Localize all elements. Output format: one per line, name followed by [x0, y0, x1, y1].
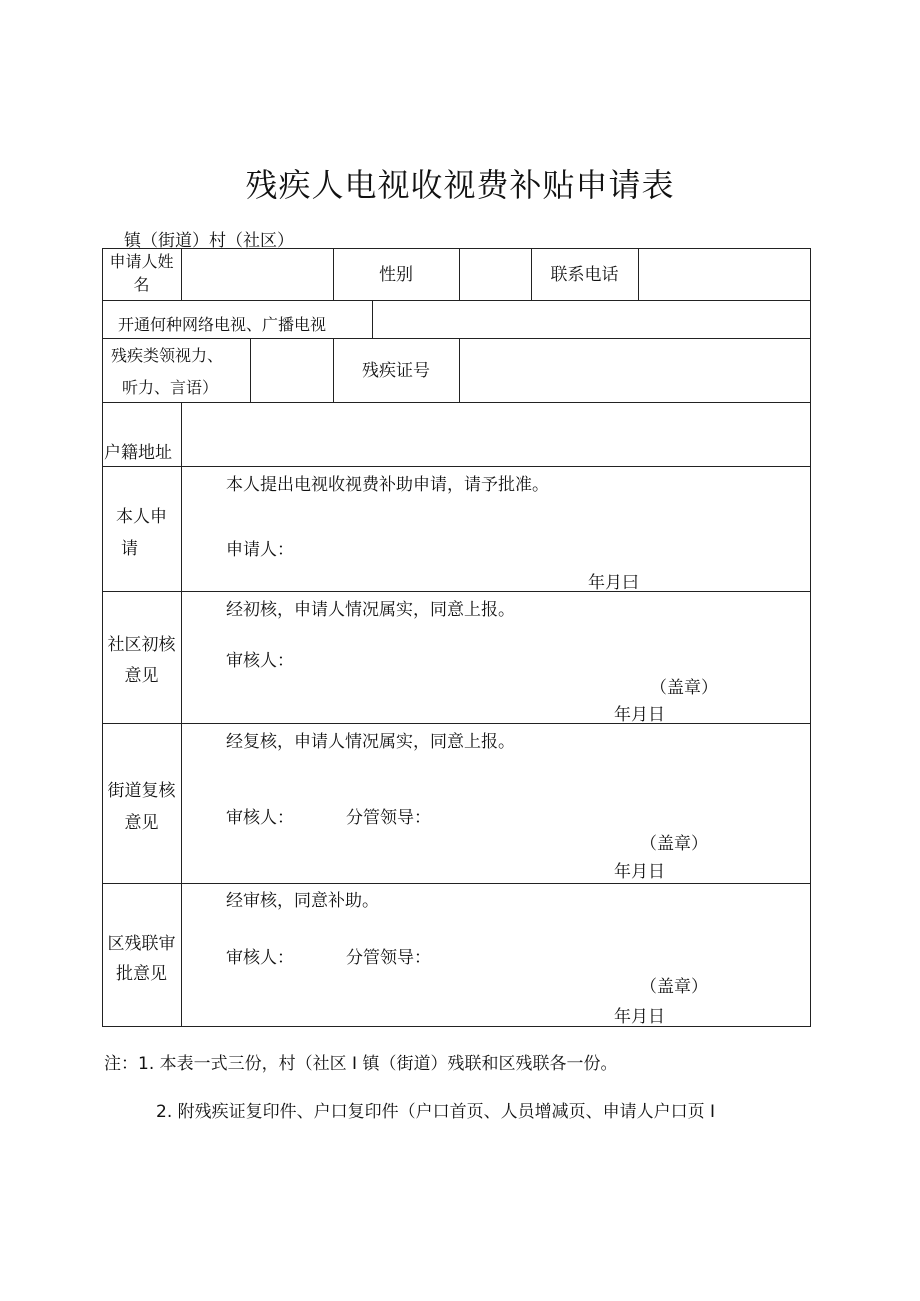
applicant-name-label: 申请人姓名 — [109, 252, 174, 294]
community-review-date: 年月日 — [614, 705, 665, 725]
row-line-6 — [102, 723, 811, 724]
gender-label: 性别 — [379, 265, 413, 285]
col-line — [250, 338, 251, 402]
col-line — [459, 338, 460, 402]
community-reviewer-label: 审核人： — [226, 651, 294, 671]
col-line — [181, 248, 182, 300]
household-address-label: 户籍地址 — [104, 443, 172, 463]
district-leader-label: 分管领导： — [346, 948, 431, 968]
row-line-1 — [102, 300, 811, 301]
disability-type-label-line2: 听力、言语） — [122, 378, 219, 397]
row-line-3 — [102, 402, 811, 403]
note-2: 2. 附残疾证复印件、户口复印件（户口首页、人员增减页、申请人户口页 I — [156, 1102, 716, 1122]
phone-label: 联系电话 — [550, 265, 619, 285]
street-review-label-line2: 意见 — [124, 813, 159, 833]
street-review-date: 年月日 — [614, 862, 665, 882]
district-seal-label: （盖章） — [640, 977, 708, 997]
community-review-label-line2: 意见 — [124, 666, 159, 686]
note-1: 注：1. 本表一式三份，村（社区 I 镇（街道）残联和区残联各一份。 — [104, 1054, 618, 1074]
self-apply-statement: 本人提出电视收视费补助申请，请予批准。 — [226, 475, 549, 495]
applicant-signature-label: 申请人： — [226, 540, 294, 560]
disability-cert-label: 残疾证号 — [362, 361, 430, 381]
col-line — [181, 402, 182, 1027]
district-reviewer-label: 审核人： — [226, 948, 294, 968]
self-apply-label-line1: 本人申 — [116, 507, 167, 527]
street-review-statement: 经复核，申请人情况属实，同意上报。 — [226, 732, 515, 752]
row-line-5 — [102, 591, 811, 592]
self-apply-date: 年月曰 — [588, 573, 639, 593]
district-approval-statement: 经审核，同意补助。 — [226, 891, 379, 911]
form-title: 残疾人电视收视费补贴申请表 — [245, 166, 675, 204]
district-approval-date: 年月日 — [614, 1007, 665, 1027]
row-line-7 — [102, 883, 811, 884]
self-apply-label-line2: 请 — [121, 539, 138, 559]
street-review-label-line1: 街道复核 — [107, 781, 176, 801]
street-reviewer-label: 审核人： — [226, 808, 294, 828]
street-leader-label: 分管领导： — [346, 808, 431, 828]
tv-service-label: 开通何种网络电视、广播电视 — [118, 315, 327, 334]
district-approval-label-line2: 批意见 — [116, 964, 167, 984]
col-line — [372, 300, 373, 338]
township-village-line: 镇（街道）村（社区） — [124, 231, 294, 251]
disability-type-label-line1: 残疾类领视力、 — [111, 346, 224, 365]
col-line — [638, 248, 639, 300]
street-seal-label: （盖章） — [640, 834, 708, 854]
row-line-4 — [102, 466, 811, 467]
community-review-statement: 经初核，申请人情况属实，同意上报。 — [226, 600, 515, 620]
district-approval-label-line1: 区残联审 — [107, 934, 176, 954]
col-line — [459, 248, 460, 300]
community-seal-label: （盖章） — [650, 678, 718, 698]
community-review-label-line1: 社区初核 — [107, 635, 176, 655]
